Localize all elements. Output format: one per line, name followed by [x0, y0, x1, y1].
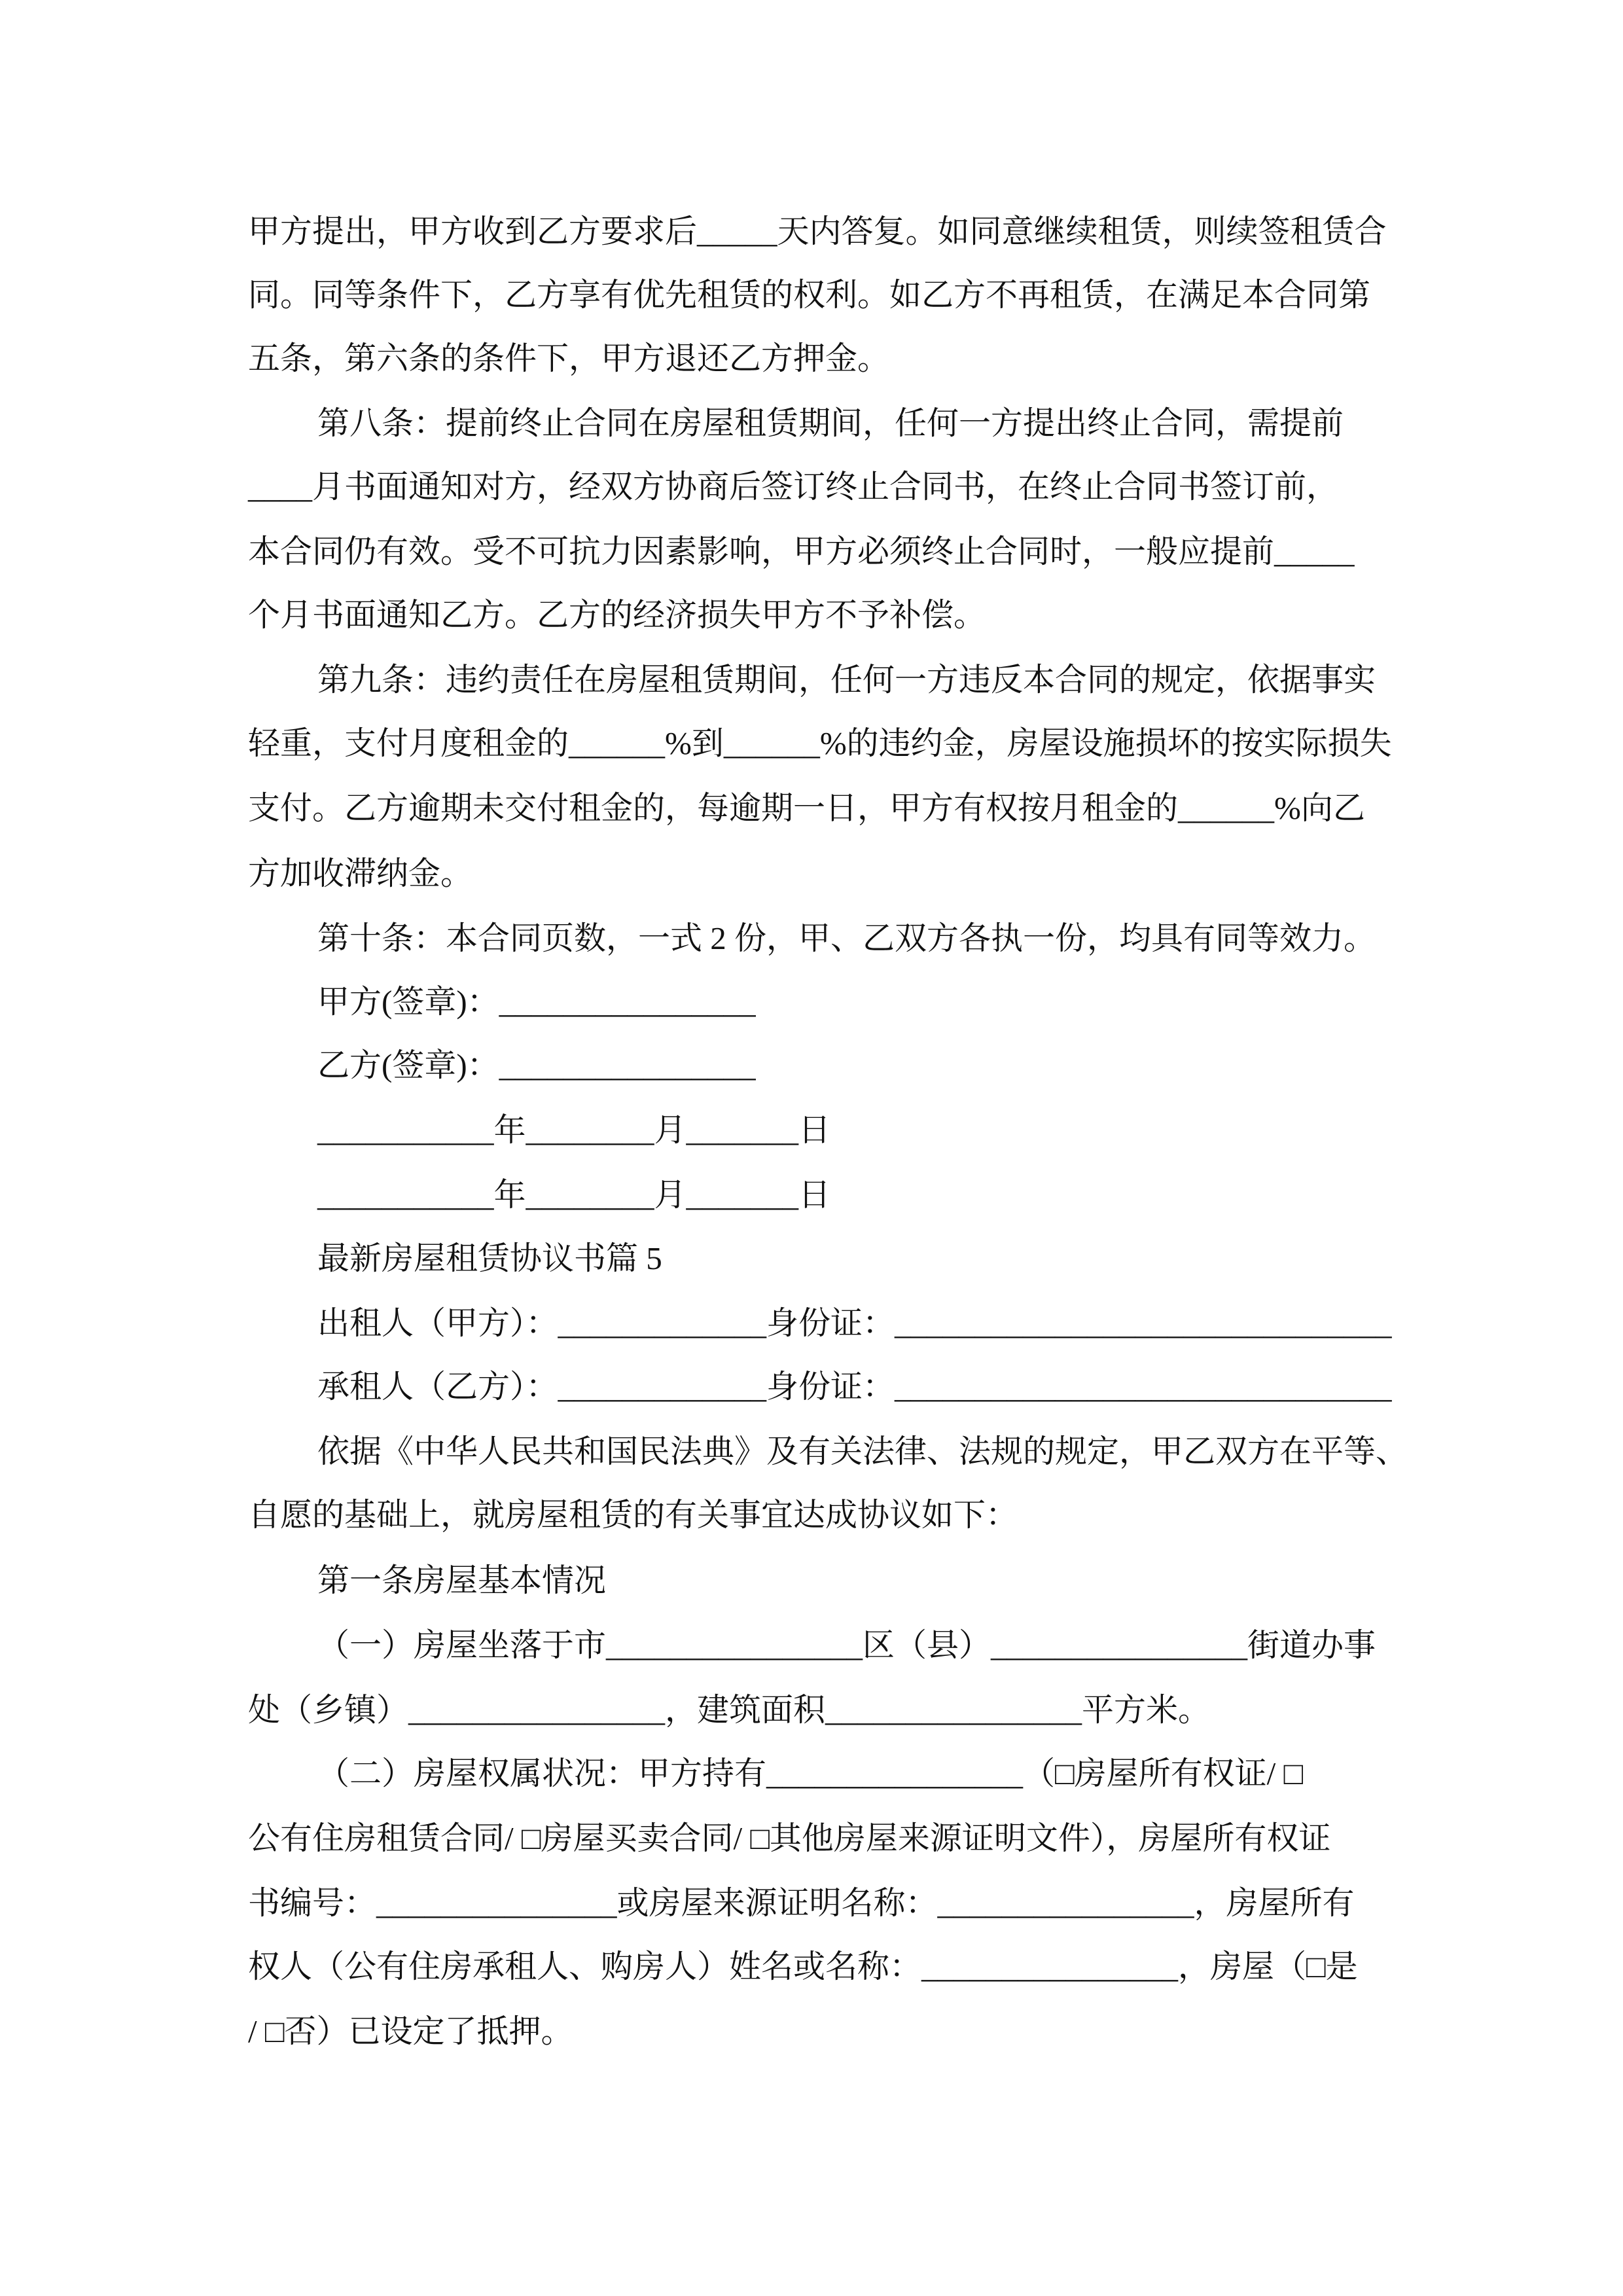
- text-line: 处（乡镇）________________，建筑面积________________平方米。: [248, 1692, 1211, 1728]
- text-line: 甲方提出，甲方收到乙方要求后_____天内答复。如同意继续租赁，则续签租赁合: [248, 213, 1387, 249]
- text-line: 个月书面通知乙方。乙方的经济损失甲方不予补偿。: [248, 597, 986, 633]
- text-line: 乙方(签章)：________________: [317, 1047, 756, 1083]
- text-line: 本合同仍有效。受不可抗力因素影响，甲方必须终止合同时，一般应提前_____: [248, 533, 1355, 569]
- text-line: 同。同等条件下，乙方享有优先租赁的权利。如乙方不再租赁，在满足本合同第: [248, 277, 1371, 313]
- text-line: 轻重，支付月度租金的______%到______%的违约金，房屋设施损坏的按实际损失: [248, 725, 1392, 761]
- text-line: 支付。乙方逾期未交付租金的，每逾期一日，甲方有权按月租金的______%向乙: [248, 790, 1365, 826]
- text-line: 甲方(签章)：________________: [317, 984, 756, 1020]
- text-line: 五条，第六条的条件下，甲方退还乙方押金。: [248, 340, 890, 376]
- text-line: 依据《中华人民共和国民法典》及有关法律、法规的规定，甲乙双方在平等、: [317, 1433, 1408, 1469]
- text-line: 最新房屋租赁协议书篇 5: [317, 1240, 662, 1276]
- text-line: 第八条：提前终止合同在房屋租赁期间，任何一方提出终止合同，需提前: [317, 405, 1344, 441]
- text-line: 第九条：违约责任在房屋租赁期间，任何一方违反本合同的规定，依据事实: [317, 662, 1376, 698]
- text-line: 公有住房租赁合同/ □房屋买卖合同/ □其他房屋来源证明文件），房屋所有权证: [248, 1820, 1331, 1856]
- text-line: ___________年________月_______日: [317, 1112, 830, 1148]
- text-line: 第一条房屋基本情况: [317, 1562, 607, 1598]
- text-line: 权人（公有住房承租人、购房人）姓名或名称：________________，房屋（□是: [248, 1948, 1358, 1984]
- text-line: 出租人（甲方）：_____________身份证：_______________________________: [317, 1305, 1392, 1341]
- text-line: 书编号：_______________或房屋来源证明名称：________________，房屋所有: [248, 1885, 1355, 1921]
- text-line: 承租人（乙方）：_____________身份证：_______________________________: [317, 1369, 1392, 1405]
- text-line: 自愿的基础上，就房屋租赁的有关事宜达成协议如下：: [248, 1497, 1018, 1533]
- text-line: 第十条：本合同页数，一式 2 份，甲、乙双方各执一份，均具有同等效力。: [317, 920, 1376, 956]
- text-line: ____月书面通知对方，经双方协商后签订终止合同书，在终止合同书签订前，: [248, 469, 1339, 505]
- text-line: （一）房屋坐落于市________________区（县）________________街道办事: [317, 1627, 1376, 1663]
- text-line: 方加收滞纳金。: [248, 855, 473, 891]
- text-line: ___________年________月_______日: [317, 1177, 830, 1213]
- text-line: （二）房屋权属状况：甲方持有________________（□房屋所有权证/ □: [317, 1755, 1304, 1791]
- text-line: / □否）已设定了抵押。: [248, 2013, 573, 2049]
